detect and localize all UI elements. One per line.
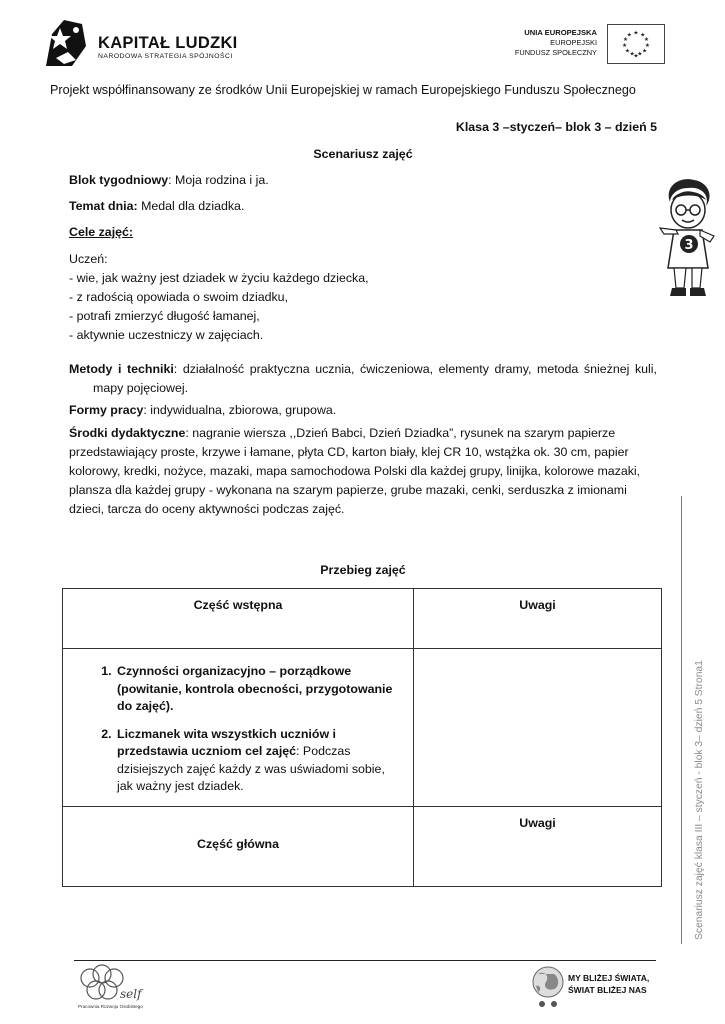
eu-line-3: FUNDUSZ SPOŁECZNY [514, 48, 597, 57]
table-cell [414, 806, 662, 886]
goal-item: - wie, jak ważny jest dziadek w życiu każdego dziecka, [69, 271, 369, 285]
table-cell [414, 649, 662, 807]
svg-text:★: ★ [622, 37, 629, 44]
mb-line-1: MY BLIŻEJ ŚWIATA, [568, 973, 650, 983]
svg-text:★: ★ [641, 48, 648, 55]
eu-flag-icon [607, 24, 665, 64]
temat-value: Medal dla dziadka. [137, 199, 245, 213]
class-info: Klasa 3 –styczeń– blok 3 – dzień 5 [455, 120, 657, 134]
svg-text:★: ★ [644, 42, 650, 49]
step-normal: : Podczas dzisiejszych zajęć każdy z was uświadomi sobie, jak ważny jest dziadek. [117, 744, 385, 793]
formy-label: Formy pracy [69, 403, 144, 417]
table-cell [63, 649, 414, 807]
czesc-glowna-heading: Część główna [197, 836, 279, 851]
goals-section [69, 250, 657, 345]
side-divider [681, 496, 682, 944]
mb-slogan [568, 972, 649, 996]
steps-list [115, 663, 399, 796]
svg-text:★: ★ [643, 37, 650, 44]
svg-text:★: ★ [626, 32, 632, 39]
self-caption: Pracownia Rozwoju Osobistego [78, 1004, 143, 1009]
goal-item: - aktywnie uczestniczy w zajęciach. [69, 328, 264, 342]
step-bold: Liczmanek wita wszystkich uczniów i przedstawia uczniom cel zajęć [117, 726, 336, 758]
blok-tygodniowy [69, 171, 657, 190]
srodki [69, 424, 655, 519]
formy [69, 401, 657, 420]
self-script: self [120, 987, 142, 1001]
czesc-wstepna-heading: Część wstępna [193, 598, 283, 612]
srodki-label: Środki dydaktyczne [69, 426, 186, 440]
metody-value: : działalność praktyczna ucznia, ćwiczeniowa, elementy dramy, metoda śnieżnej kuli, mapy pojęciowej. [93, 362, 657, 395]
blok-value: : Moja rodzina i ja. [168, 173, 269, 187]
table-cell [63, 806, 414, 886]
przebieg-heading: Przebieg zajęć [320, 563, 406, 577]
logo-title: KAPITAŁ LUDZKI [98, 34, 238, 52]
srodki-value: : nagranie wiersza ,,Dzień Babci, Dzień Dziadka”, rysunek na szarym papierze przedstawiający proste, krzywe i łamane, płyta CD, karton biały, klej CR 10, wstążka ok. 30 cm, papier kolorowy, kredki, nożyce, mazaki, mapa samochodowa Polski dla każdej grupy, linijka, kolorowe mazaki, plansza dla każdej grupy - wykonana na szarym papierze, grube mazaki, cenki, serduszka z imionami dzieci, tarcza do oceny aktywności podczas zajęć. [69, 426, 641, 516]
goal-item: - z radością opowiada o swoim dziadku, [69, 290, 289, 304]
table-cell [63, 589, 414, 649]
temat-dnia [69, 197, 657, 216]
footer-divider [74, 960, 656, 961]
eu-line-1: UNIA EUROPEJSKA [524, 28, 597, 37]
svg-text:★: ★ [629, 51, 635, 58]
blok-label: Blok tygodniowy [69, 173, 169, 187]
svg-text:★: ★ [624, 48, 631, 55]
table-row [63, 649, 662, 807]
table-row [63, 589, 662, 649]
globe-logo-icon [530, 964, 566, 1010]
kapital-ludzki-logo [42, 16, 242, 74]
mb-line-2: ŚWIAT BLIŻEJ NAS [568, 985, 647, 995]
metody [69, 360, 657, 398]
side-page-label: Scenariusz zajęć klasa III – styczeń - blok 3– dzień 5 Strona1 [694, 660, 705, 940]
goal-item: - potrafi zmierzyć długość łamanej, [69, 309, 260, 323]
eu-logo [480, 24, 665, 68]
uwagi-heading: Uwagi [519, 598, 556, 612]
mascot-boy-icon [656, 176, 718, 304]
mascot-badge: 3 [684, 238, 694, 253]
table-cell [414, 589, 662, 649]
formy-value: : indywidualna, zbiorowa, grupowa. [143, 403, 337, 417]
lesson-plan-table [62, 588, 662, 887]
svg-text:★: ★ [637, 51, 643, 58]
svg-text:★: ★ [633, 53, 639, 60]
eu-line-2: EUROPEJSKI [550, 38, 597, 47]
table-row [63, 806, 662, 886]
page-title: Scenariusz zajęć [313, 147, 413, 161]
uwagi-heading-2: Uwagi [519, 815, 556, 830]
project-funding-line: Projekt współfinansowany ze środków Unii Europejskiej w ramach Europejskiego Funduszu Społecznego [50, 83, 636, 97]
cele-label: Cele zajęć: [69, 225, 134, 239]
metody-label: Metody i techniki [69, 362, 174, 376]
logo-subtitle: NARODOWA STRATEGIA SPÓJNOŚCI [98, 53, 233, 60]
list-item [115, 726, 399, 796]
kapital-ludzki-mark-icon [42, 16, 90, 70]
svg-text:★: ★ [622, 42, 628, 49]
eu-text [515, 28, 597, 58]
step-bold: Czynności organizacyjno – porządkowe (powitanie, kontrola obecności, przygotowanie do zajęć). [117, 664, 393, 713]
svg-text:★: ★ [633, 30, 639, 37]
uczen-label: Uczeń: [69, 252, 108, 266]
temat-label: Temat dnia: [69, 199, 138, 213]
svg-text:★: ★ [640, 32, 646, 39]
list-item [115, 663, 399, 716]
